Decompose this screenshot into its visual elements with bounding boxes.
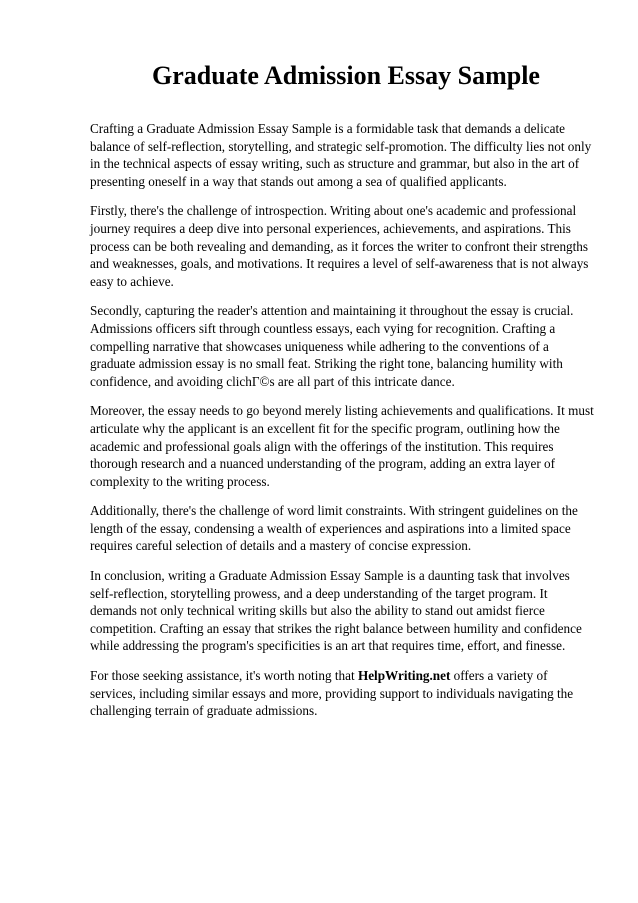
paragraph-attention: Secondly, capturing the reader's attention and maintaining it throughout the essay is crucial. Admissions officers sift through countless essays, each vying for recognition. Crafting a compelling narrative that showcases uniqueness while adhering to the conventions of a graduate admission essay is no small feat. Striking the right tone, balancing humility with confidence, and avoiding clichГ©s are all part of this intricate dance. xyxy=(90,303,574,389)
paragraph-introspection: Firstly, there's the challenge of introspection. Writing about one's academic and professional journey requires a deep dive into personal experiences, achievements, and aspirations. This process can be both revealing and demanding, as it forces the writer to confront their strengths and weaknesses, goals, and motivations. It requires a level of self-awareness that is not always easy to achieve. xyxy=(90,203,589,289)
closing-text-after: offers a variety of services, including similar essays and more, providing support to individuals navigating the challenging terrain of graduate admissions. xyxy=(90,668,574,719)
paragraph-word-limit: Additionally, there's the challenge of word limit constraints. With stringent guidelines on the length of the essay, condensing a wealth of experiences and aspirations into a limited space requires careful selection of details and a mastery of concise expression. xyxy=(90,503,578,554)
paragraph-closing xyxy=(90,667,594,720)
brand-link[interactable]: HelpWriting.net xyxy=(357,668,451,684)
paragraph-intro: Crafting a Graduate Admission Essay Sample is a formidable task that demands a delicate balance of self-reflection, storytelling, and strategic self-promotion. The difficulty lies not only in the technical aspects of essay writing, such as structure and grammar, but also in the art of presenting oneself in a way that stands out among a sea of qualified applicants. xyxy=(90,121,592,189)
document-title: Graduate Admission Essay Sample xyxy=(152,61,540,90)
paragraph-fit: Moreover, the essay needs to go beyond merely listing achievements and qualifications. It must articulate why the applicant is an excellent fit for the specific program, outlining how the academic and professional goals align with the offerings of the institution. This requires thorough research and a nuanced understanding of the program, adding an extra layer of complexity to the writing process. xyxy=(90,403,594,489)
closing-text-before: For those seeking assistance, it's worth noting that xyxy=(90,668,358,684)
paragraph-conclusion: In conclusion, writing a Graduate Admission Essay Sample is a daunting task that involves self-reflection, storytelling prowess, and a deep understanding of the target program. It demands not only technical writing skills but also the ability to stand out amidst fierce competition. Crafting an essay that strikes the right balance between humility and confidence while addressing the program's specificities is an art that requires time, effort, and finesse. xyxy=(90,568,582,654)
